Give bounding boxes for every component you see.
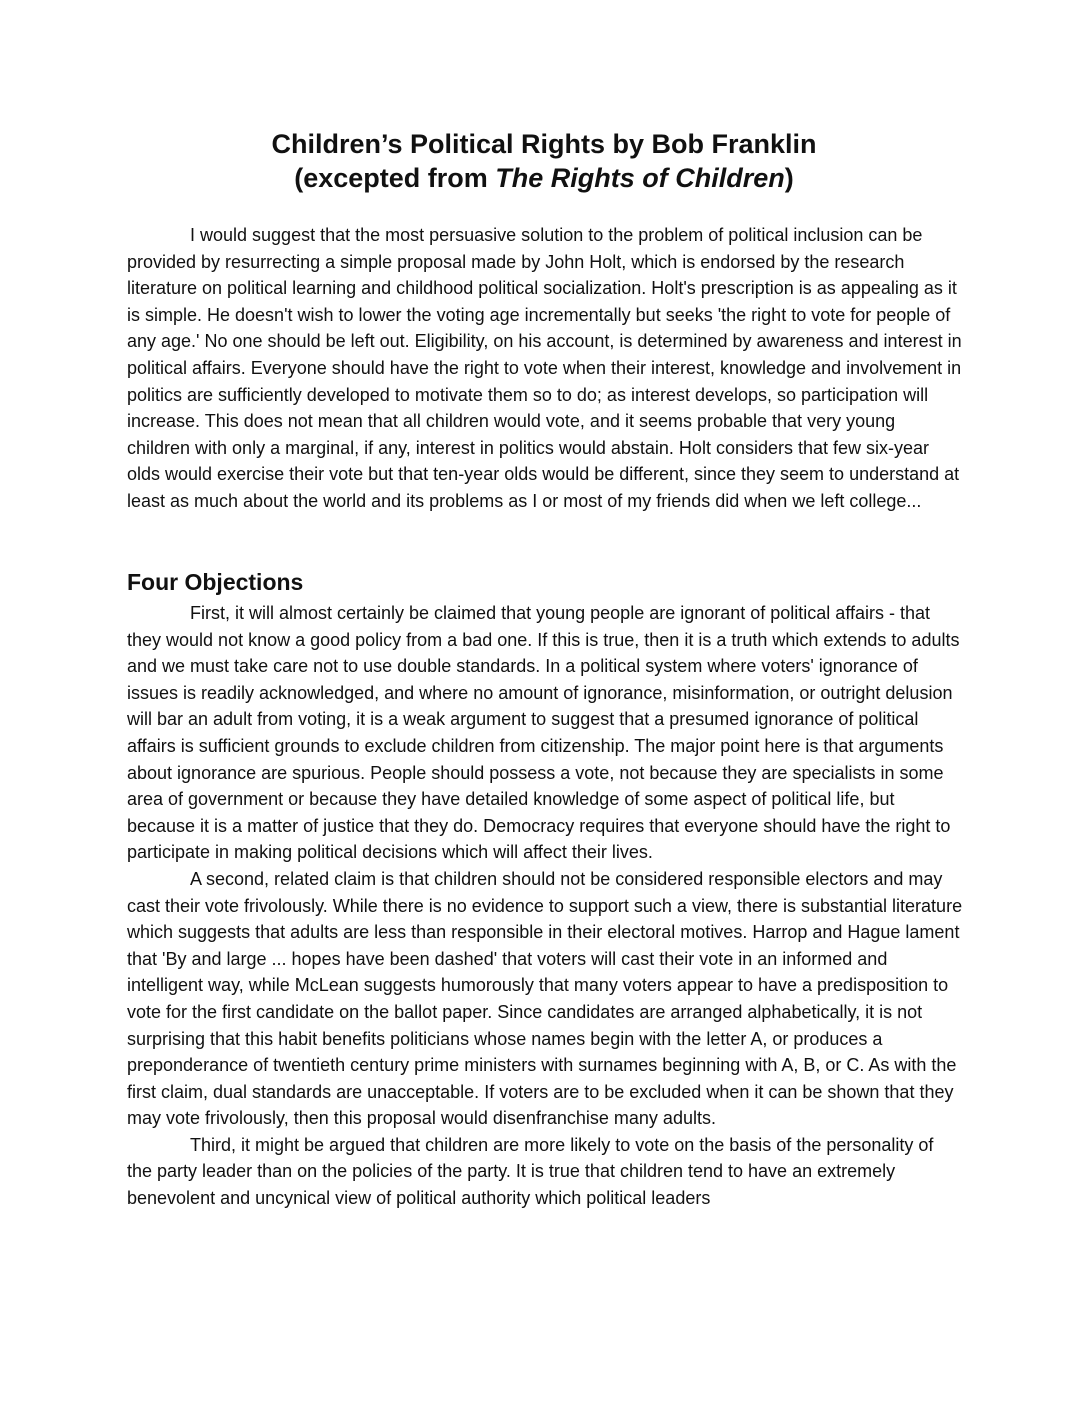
subtitle-prefix: (excepted from [294, 163, 496, 193]
objection-paragraph-3: Third, it might be argued that children are more likely to vote on the basis of the personality of the party leader than on the policies of the party. It is true that children tend to have an extremely benevolent and uncynical view of political authority which political leaders [127, 1134, 934, 1209]
objections-section [127, 600, 963, 1212]
objection-paragraph-2: A second, related claim is that children should not be considered responsible electors and may cast their vote frivolously. While there is no evidence to support such a view, there is substantial literature which suggests that adults are less than responsible in their electoral motives. Harrop and Hague lament that 'By and large ... hopes have been dashed' that voters will cast their vote in an informed and intelligent way, while McLean suggests humorously that many voters appear to have a predisposition to vote for the first candidate on the ballot paper. Since candidates are arranged alphabetically, it is not surprising that this habit benefits politicians whose names begin with the letter A, or produces a preponderance of twentieth century prime ministers with surnames beginning with A, B, or C. As with the first claim, dual standards are unacceptable. If voters are to be excluded when it can be shown that they may vote frivolously, then this proposal would disenfranchise many adults. [127, 868, 963, 1129]
title-line-1: Children’s Political Rights by Bob Franklin [271, 129, 817, 159]
document-subtitle [0, 161, 1088, 195]
section-heading: Four Objections [127, 569, 304, 595]
objection-paragraph-1: First, it will almost certainly be claimed that young people are ignorant of political affairs - that they would not know a good policy from a bad one. If this is true, then it is a truth which extends to adults and we must take care not to use double standards. In a political system where voters' ignorance of issues is readily acknowledged, and where no amount of ignorance, misinformation, or outright delusion will bar an adult from voting, it is a weak argument to suggest that a presumed ignorance of political affairs is sufficient grounds to exclude children from citizenship. The major point here is that arguments about ignorance are spurious. People should possess a vote, not because they are specialists in some area of government or because they have detailed knowledge of some aspect of political life, but because it is a matter of justice that they do. Democracy requires that everyone should have the right to participate in making political decisions which will affect their lives. [127, 603, 960, 863]
subtitle-book-title: The Rights of Children [495, 163, 785, 193]
subtitle-suffix: ) [784, 163, 794, 193]
intro-section [127, 222, 963, 515]
document-title [0, 127, 1088, 161]
intro-paragraph: I would suggest that the most persuasive solution to the problem of political inclusion can be provided by resurrecting a simple proposal made by John Holt, which is endorsed by the research literature on political learning and childhood political socialization. Holt's prescription is as appealing as it is simple. He doesn't wish to lower the voting age incrementally but seeks 'the right to vote for people of any age.' No one should be left out. Eligibility, on his account, is determined by awareness and interest in political affairs. Everyone should have the right to vote when their interest, knowledge and involvement in politics are sufficiently developed to motivate them so to do; as interest develops, so participation will increase. This does not mean that all children would vote, and it seems probable that very young children with only a marginal, if any, interest in politics would abstain. Holt considers that few six-year olds would exercise their vote but that ten-year olds would be different, since they seem to understand at least as much about the world and its problems as I or most of my friends did when we left college... [127, 225, 962, 511]
